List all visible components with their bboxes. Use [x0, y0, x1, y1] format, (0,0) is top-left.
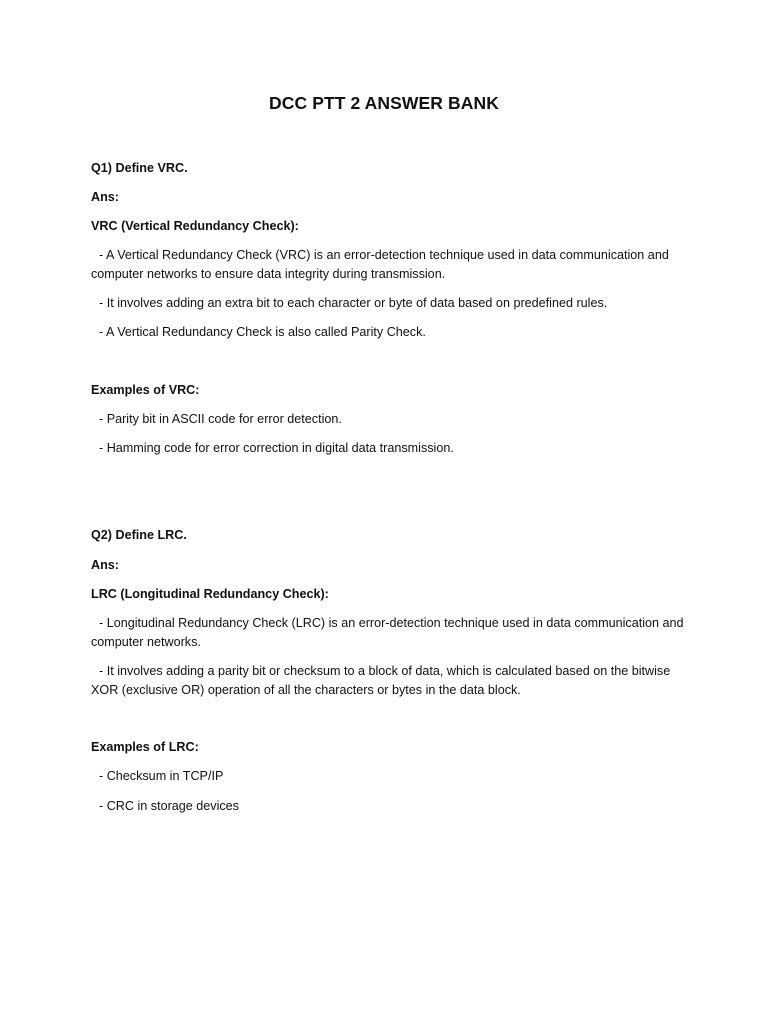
q2-point: - Longitudinal Redundancy Check (LRC) is an error-detection technique used in data communication and computer networks. [91, 616, 684, 649]
q1-example: - Hamming code for error correction in digital data transmission. [99, 441, 454, 455]
q2-examples-heading: Examples of LRC: [91, 740, 199, 754]
q2-heading: LRC (Longitudinal Redundancy Check): [91, 587, 329, 601]
q2-point: - It involves adding a parity bit or checksum to a block of data, which is calculated based on the bitwise XOR (exclusive OR) operation of all the characters or bytes in the data block. [91, 664, 671, 697]
q1-example: - Parity bit in ASCII code for error detection. [99, 412, 342, 426]
q1-point: - It involves adding an extra bit to each character or byte of data based on predefined rules. [99, 296, 608, 310]
page-title: DCC PTT 2 ANSWER BANK [269, 93, 499, 113]
q2-ans-label: Ans: [91, 558, 119, 572]
q1-heading: VRC (Vertical Redundancy Check): [91, 219, 299, 233]
q1-point: - A Vertical Redundancy Check is also called Parity Check. [99, 325, 426, 339]
q1-ans-label: Ans: [91, 190, 119, 204]
q2-example: - CRC in storage devices [99, 799, 239, 813]
q2-question: Q2) Define LRC. [91, 528, 187, 542]
q1-point: - A Vertical Redundancy Check (VRC) is an error-detection technique used in data communication and computer networks to ensure data integrity during transmission. [91, 248, 669, 281]
q2-example: - Checksum in TCP/IP [99, 769, 224, 783]
q1-examples-heading: Examples of VRC: [91, 383, 200, 397]
q1-question: Q1) Define VRC. [91, 161, 188, 175]
